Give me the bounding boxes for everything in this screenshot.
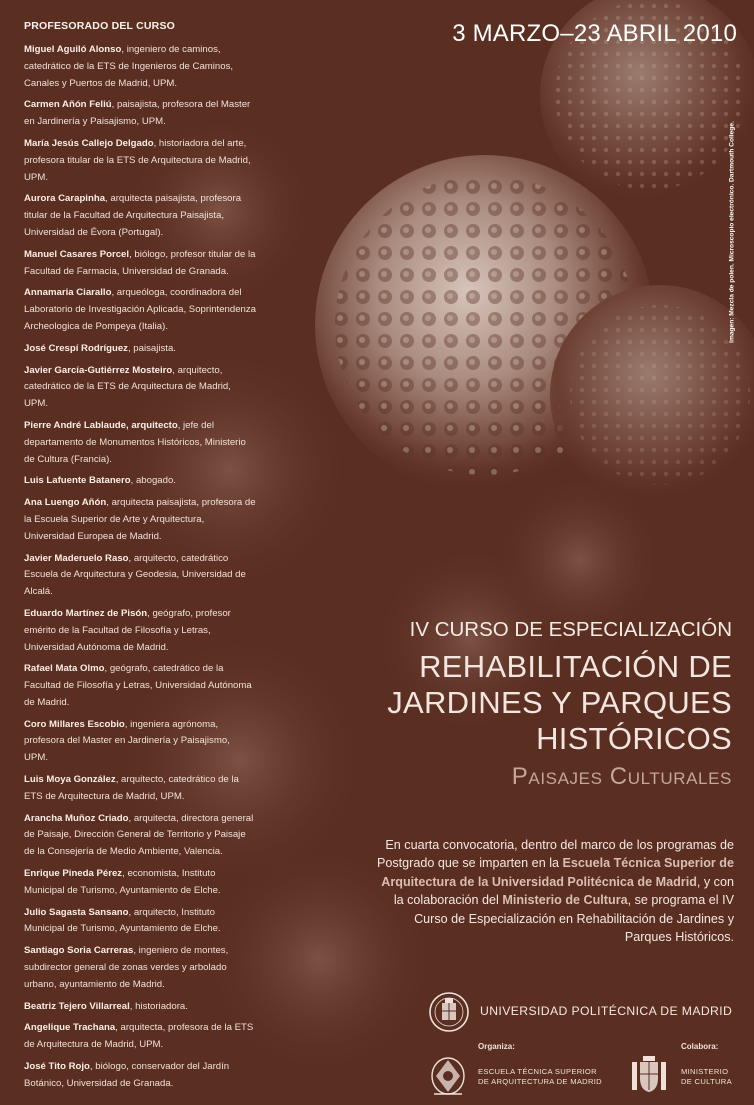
- ministry-line-1: MINISTERIO: [681, 1067, 729, 1076]
- faculty-member-name: Carmen Añón Feliú: [24, 99, 112, 111]
- faculty-member-description: , arquitecto, Instituto Municipal de Turismo, Ayuntamiento de Elche.: [24, 906, 221, 935]
- upm-seal-icon: [428, 989, 470, 1035]
- faculty-member-name: María Jesús Callejo Delgado: [24, 137, 154, 149]
- faculty-member-name: Arancha Muñoz Criado: [24, 812, 129, 824]
- faculty-items: [24, 42, 256, 1093]
- intro-text-2: , y con la colaboración del: [393, 874, 734, 908]
- course-title-line-3: HISTÓRICOS: [536, 721, 732, 756]
- faculty-member: [24, 285, 256, 335]
- faculty-member: [24, 943, 256, 993]
- faculty-member-description: , arquitecta paisajista, profesora titular de la Facultad de Arquitectura Paisajista, Universidad de Évora (Portugal).: [24, 193, 242, 238]
- faculty-member-description: , biólogo, conservador del Jardín Botánico, Universidad de Granada.: [24, 1061, 230, 1089]
- faculty-member: [24, 772, 256, 806]
- colabora-label: Colabora:: [681, 1042, 719, 1051]
- university-name: UNIVERSIDAD POLITÉCNICA DE MADRID: [480, 1004, 733, 1018]
- etsam-emblem-icon: [428, 1054, 468, 1096]
- faculty-member: [24, 811, 256, 861]
- organiza-label: Organiza:: [478, 1042, 515, 1051]
- faculty-list: [24, 20, 256, 1098]
- intro-ministry-name: Ministerio de Cultura: [502, 893, 628, 908]
- faculty-heading: PROFESORADO DEL CURSO: [24, 20, 176, 32]
- faculty-member-description: , arquitecta, directora general de Paisaje, Dirección General de Territorio y Paisaje de la Consejería de Medio Ambiente, Valencia.: [24, 812, 254, 858]
- faculty-member: [24, 363, 256, 413]
- faculty-member-description: , economista, Instituto Municipal de Turismo, Ayuntamiento de Elche.: [24, 868, 221, 896]
- faculty-member-name: Enrique Pineda Pérez: [24, 868, 123, 880]
- faculty-member-name: José Crespí Rodríguez: [24, 342, 128, 354]
- faculty-member: [24, 1020, 256, 1054]
- image-credit: Imagen: Mezcla de polen. Microscopio electrónico. Dartmouth College.: [728, 121, 736, 343]
- faculty-member-name: Pierre André Lablaude, arquitecto: [24, 419, 178, 431]
- spain-coat-of-arms-icon: [628, 1054, 670, 1096]
- faculty-member: [24, 905, 256, 939]
- faculty-member-description: , ingeniero de montes, subdirector general de zonas verdes y arbolado urbano, ayuntamiento de Madrid.: [24, 945, 229, 990]
- faculty-member-description: , arquitecta, profesora de la ETS de Arquitectura de Madrid, UPM.: [24, 1022, 254, 1051]
- faculty-member-name: Luis Lafuente Batanero: [24, 475, 131, 487]
- faculty-member-description: , ingeniera agrónoma, profesora del Master en Jardinería y Paisajismo, UPM.: [24, 718, 230, 764]
- intro-paragraph: [374, 836, 734, 946]
- faculty-member: [24, 1059, 256, 1093]
- faculty-member-name: Angelique Trachana: [24, 1022, 116, 1034]
- faculty-member: [24, 661, 256, 711]
- faculty-member-description: , biólogo, profesor titular de la Facultad de Farmacia, Universidad de Granada.: [24, 248, 256, 277]
- faculty-member-name: Javier Maderuelo Raso: [24, 552, 129, 564]
- faculty-member-name: Javier García-Gutiérrez Mosteiro: [24, 364, 173, 376]
- faculty-member: [24, 341, 256, 358]
- faculty-member: [24, 551, 256, 601]
- course-subtitle: Paisajes Culturales: [511, 763, 732, 790]
- ministry-name: [681, 1067, 732, 1087]
- faculty-member: [24, 418, 256, 468]
- faculty-member-description: , arquitecto, catedrático de la ETS de Arquitectura de Madrid, UPM.: [24, 774, 239, 802]
- faculty-member-name: Eduardo Martínez de Pisón: [24, 607, 148, 619]
- faculty-member: [24, 606, 256, 656]
- faculty-member-description: , arquitecto, catedrático de la ETS de Arquitectura de Madrid, UPM.: [24, 364, 231, 410]
- etsam-line-2: DE ARQUITECTURA DE MADRID: [478, 1077, 602, 1086]
- faculty-member-description: , historiadora del arte, profesora titular de la ETS de Arquitectura de Madrid, UPM.: [24, 137, 251, 183]
- course-title-line-1: REHABILITACIÓN DE: [419, 649, 732, 684]
- faculty-member: [24, 191, 256, 241]
- course-label: IV CURSO DE ESPECIALIZACIÓN: [409, 618, 732, 641]
- faculty-member-name: Luis Moya González: [24, 774, 116, 786]
- faculty-member: [24, 717, 256, 767]
- faculty-member-name: Santiago Soria Carreras: [24, 945, 134, 957]
- upm-logo-block: [428, 989, 734, 1037]
- faculty-member-description: , arqueóloga, coordinadora del Laboratorio de Investigación Aplicada, Soprintendenza Archeologica de Pompeya (Italia).: [24, 287, 257, 332]
- intro-text-1: En cuarta convocatoria, dentro del marco de los programas de Postgrado que se imparten en la: [376, 838, 734, 871]
- faculty-member-description: , arquitecta paisajista, profesora de la Escuela Superior de Arte y Arquitectura, Universidad Europea de Madrid.: [24, 497, 256, 542]
- intro-school-name: Escuela Técnica Superior de Arquitectura de la Universidad Politécnica de Madrid: [381, 856, 734, 889]
- faculty-member-name: Manuel Casares Porcel: [24, 248, 130, 260]
- course-title-line-2: JARDINES Y PARQUES: [387, 685, 732, 720]
- etsam-line-1: ESCUELA TÉCNICA SUPERIOR: [478, 1067, 597, 1076]
- faculty-member-name: Miguel Aguiló Alonso: [24, 44, 122, 55]
- faculty-member: [24, 247, 256, 281]
- faculty-member-description: , arquitecto, catedrático Escuela de Arquitectura y Geodesia, Universidad de Alcalá.: [24, 552, 246, 598]
- etsam-name: [478, 1067, 602, 1087]
- faculty-member-name: Aurora Carapinha: [24, 193, 106, 205]
- faculty-member-name: Julio Sagasta Sansano: [24, 906, 129, 918]
- faculty-member-description: , ingeniero de caminos, catedrático de la ETS de Ingenieros de Caminos, Canales y Puertos de Madrid, UPM.: [24, 44, 234, 89]
- faculty-member: [24, 866, 256, 900]
- course-dates: 3 MARZO–23 ABRIL 2010: [452, 20, 737, 47]
- faculty-member: [24, 473, 256, 490]
- faculty-member-description: , jefe del departamento de Monumentos Históricos, Ministerio de Cultura (Francia).: [24, 419, 246, 465]
- faculty-member-description: , historiadora.: [129, 1000, 188, 1012]
- faculty-member-name: Coro Millares Escobio: [24, 718, 125, 730]
- faculty-member: [24, 999, 256, 1016]
- faculty-member-name: Beatriz Tejero Villarreal: [24, 1000, 130, 1012]
- faculty-member-description: , geógrafo, profesor emérito de la Facultad de Filosofía y Letras, Universidad Autónoma de Madrid.: [24, 607, 231, 653]
- faculty-member-name: Ana Luengo Añón: [24, 497, 107, 509]
- faculty-member-name: Rafael Mata Olmo: [24, 663, 105, 675]
- faculty-member-description: , abogado.: [130, 475, 176, 487]
- faculty-member-name: Annamaria Ciarallo: [24, 287, 112, 299]
- faculty-member-description: , geógrafo, catedrático de la Facultad de Filosofía y Letras, Universidad Autónoma de Madrid.: [24, 663, 252, 708]
- faculty-member: [24, 136, 256, 186]
- faculty-member-description: , paisajista, profesora del Master en Jardinería y Paisajismo, UPM.: [24, 99, 251, 128]
- faculty-member: [24, 97, 256, 131]
- faculty-member: [24, 42, 256, 92]
- intro-text-3: , se programa el IV Curso de Especialización en Rehabilitación de Jardines y Parques Históricos.: [414, 893, 734, 945]
- ministry-line-2: DE CULTURA: [681, 1077, 732, 1086]
- faculty-member-name: José Tito Rojo: [24, 1061, 90, 1073]
- faculty-member: [24, 495, 256, 545]
- faculty-member-description: , paisajista.: [127, 342, 176, 354]
